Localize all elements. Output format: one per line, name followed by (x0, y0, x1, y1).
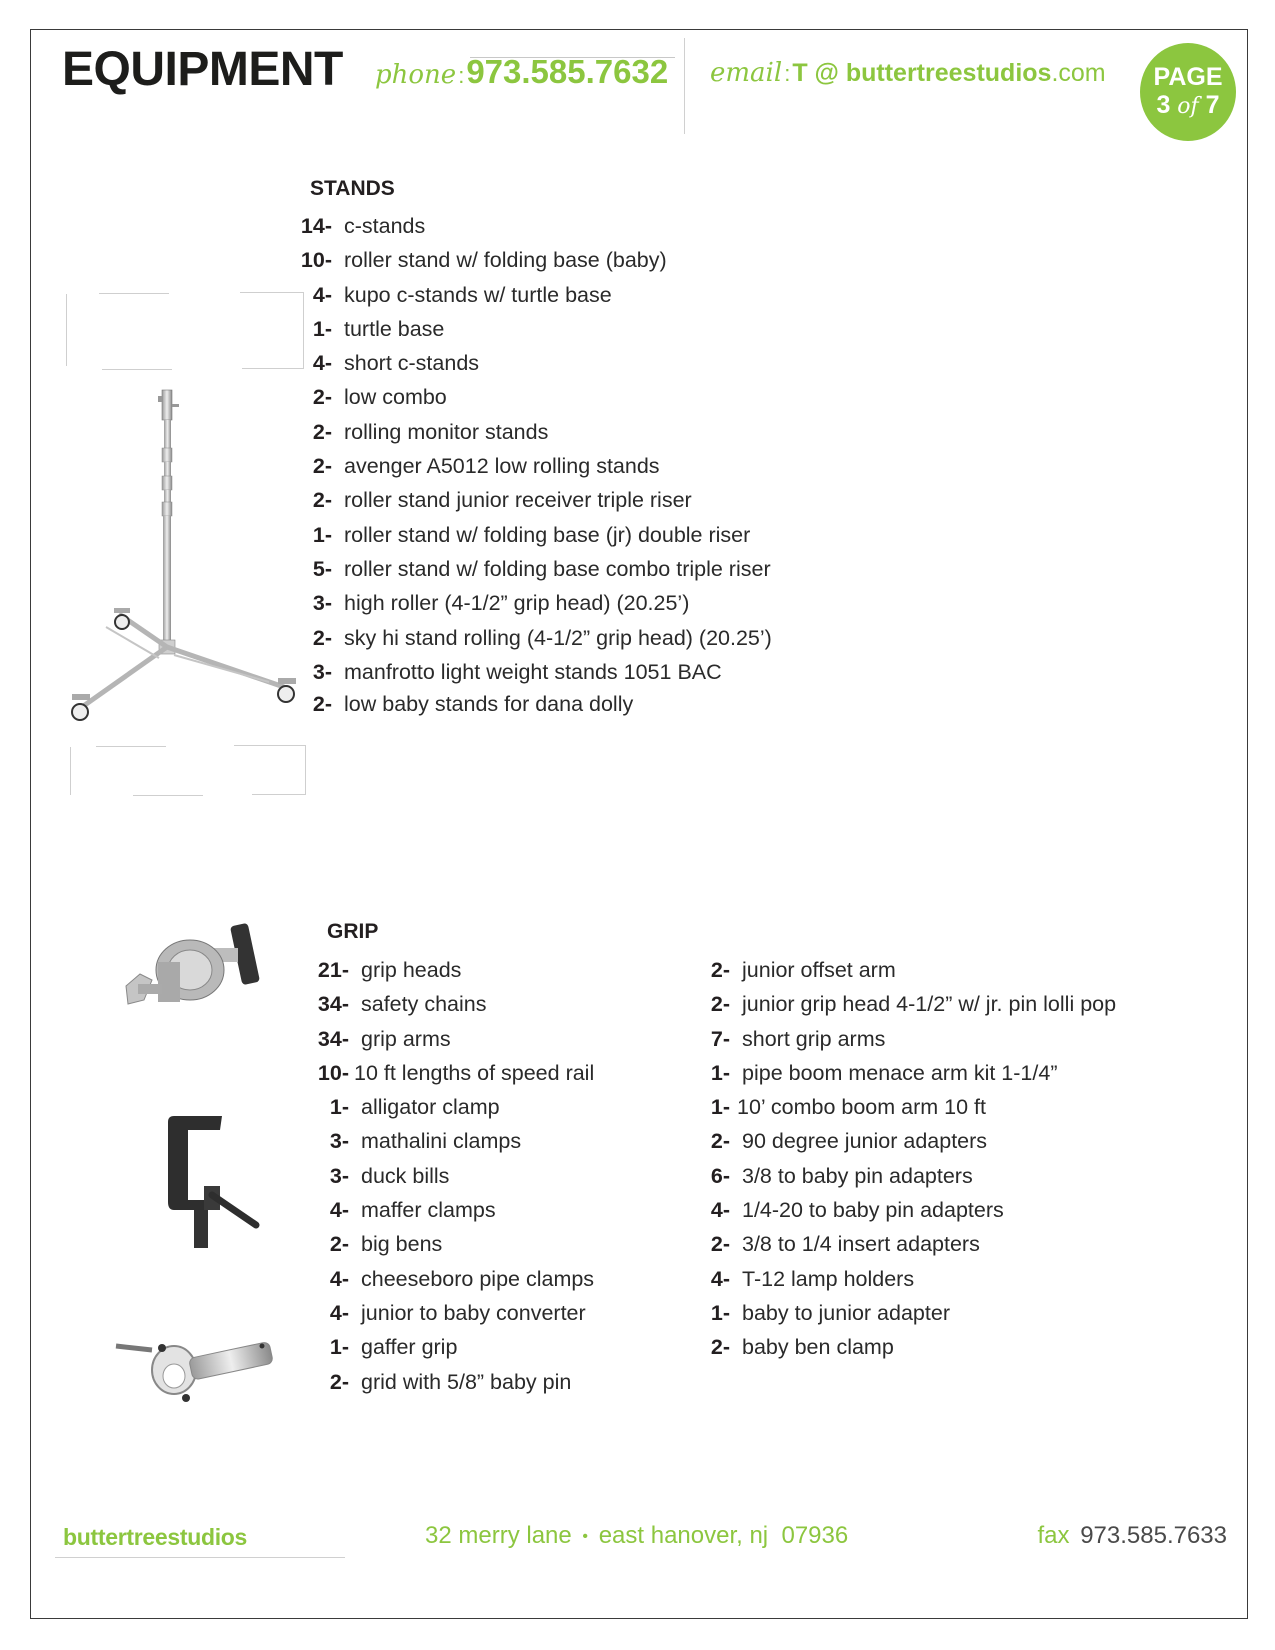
image-frame-line (102, 369, 172, 370)
pipe-clamp-icon (112, 1318, 282, 1418)
grip-list-column-1 (315, 953, 594, 1399)
page-title: EQUIPMENT (62, 43, 343, 96)
page-number-badge (1140, 43, 1236, 141)
list-item (710, 1022, 1116, 1056)
list-item (298, 586, 772, 620)
stands-list (298, 209, 772, 719)
item-name: pipe boom menace arm kit 1-1/4” (742, 1060, 1058, 1085)
item-name: kupo c-stands w/ turtle base (344, 282, 612, 307)
item-qty: 2- (312, 385, 332, 410)
item-name: safety chains (361, 992, 487, 1017)
item-name: roller stand w/ folding base (jr) double riser (344, 522, 751, 547)
address-bullet: • (582, 1527, 589, 1545)
list-item (710, 953, 1116, 987)
list-item (315, 1022, 594, 1056)
image-frame-line (99, 293, 169, 294)
phone-number[interactable]: 973.585.7632 (466, 53, 669, 90)
item-qty: 2- (329, 1369, 349, 1394)
footer-fax (1038, 1522, 1228, 1550)
item-name: duck bills (361, 1163, 450, 1188)
email-domain: buttertreestudios (845, 59, 1052, 87)
item-qty: 34- (317, 992, 349, 1017)
item-qty: 14- (300, 214, 332, 238)
list-item (315, 1090, 594, 1124)
item-name: turtle base (344, 316, 445, 341)
item-qty: 2- (329, 1232, 349, 1257)
image-frame-line (305, 745, 306, 795)
list-item (315, 1262, 594, 1296)
item-name: sky hi stand rolling (4-1/2” grip head) (20.25’) (344, 625, 772, 650)
list-item (298, 655, 772, 689)
grip-list-column-2 (710, 953, 1116, 1365)
phone-separator: : (458, 63, 465, 88)
list-item (315, 1193, 594, 1227)
item-qty: 1- (312, 316, 332, 341)
item-name: 90 degree junior adapters (742, 1129, 988, 1154)
list-item (298, 518, 772, 552)
item-qty: 3- (329, 1163, 349, 1188)
page-badge-count (1140, 91, 1236, 121)
item-name: 10’ combo boom arm 10 ft (737, 1095, 986, 1120)
page-current: 3 (1156, 91, 1171, 119)
stands-heading: STANDS (310, 177, 395, 200)
image-frame-line (66, 294, 67, 366)
item-qty: 3- (329, 1129, 349, 1154)
item-qty: 4- (312, 351, 332, 376)
list-item (315, 1227, 594, 1261)
item-name: c-stands (344, 214, 426, 238)
item-qty: 1- (329, 1095, 349, 1120)
image-frame-line (234, 745, 305, 746)
item-name: roller stand w/ folding base (baby) (344, 248, 667, 273)
item-qty: 2- (312, 454, 332, 479)
item-qty: 2- (312, 625, 332, 650)
item-qty: 4- (329, 1266, 349, 1291)
email-contact (710, 55, 1106, 91)
item-name: baby to junior adapter (742, 1300, 950, 1325)
list-item (710, 1227, 1116, 1261)
list-item (298, 415, 772, 449)
item-qty: 2- (710, 1335, 730, 1360)
list-item (298, 278, 772, 312)
item-qty: 1- (329, 1335, 349, 1360)
list-item (710, 1262, 1116, 1296)
image-frame-line (70, 747, 71, 795)
address-street: 32 merry lane (425, 1522, 572, 1549)
item-qty: 1- (710, 1060, 730, 1085)
item-qty: 4- (312, 282, 332, 307)
grip-head-icon (118, 920, 268, 1030)
item-qty: 2- (312, 488, 332, 513)
list-item (315, 953, 594, 987)
phone-label: phone (375, 60, 457, 90)
address-city: east hanover, nj 07936 (598, 1522, 849, 1549)
item-name: cheeseboro pipe clamps (361, 1266, 595, 1291)
item-qty: 10- (300, 248, 332, 273)
item-qty: 34- (317, 1026, 349, 1051)
c-clamp-icon (160, 1110, 270, 1250)
list-item (298, 346, 772, 380)
item-name: big bens (361, 1232, 443, 1257)
item-qty: 2- (710, 1232, 730, 1257)
list-item (710, 1159, 1116, 1193)
email-separator: : (784, 61, 791, 86)
item-qty: 3- (312, 591, 332, 616)
item-name: manfrotto light weight stands 1051 BAC (344, 659, 722, 684)
list-item (315, 1365, 594, 1399)
item-name: avenger A5012 low rolling stands (344, 454, 660, 479)
list-item (710, 1330, 1116, 1364)
list-item (315, 987, 594, 1021)
item-name: grip heads (361, 958, 462, 982)
image-frame-line (133, 795, 203, 796)
item-name: maffer clamps (361, 1198, 496, 1223)
list-item (315, 1124, 594, 1158)
item-qty: 4- (710, 1198, 730, 1223)
item-name: gaffer grip (361, 1335, 458, 1360)
fax-number[interactable]: 973.585.7633 (1080, 1522, 1227, 1549)
footer-brand-rule (55, 1557, 345, 1558)
item-qty: 6- (710, 1163, 730, 1188)
grip-heading: GRIP (327, 920, 379, 943)
item-qty: 2- (710, 958, 730, 982)
list-item (710, 1296, 1116, 1330)
item-name: short c-stands (344, 351, 480, 376)
item-qty: 21- (317, 958, 349, 982)
list-item (298, 483, 772, 517)
list-item (298, 209, 772, 243)
list-item (298, 380, 772, 414)
item-name: mathalini clamps (361, 1129, 522, 1154)
page-total: 7 (1205, 91, 1220, 119)
list-item (298, 552, 772, 586)
item-name: low combo (344, 385, 447, 410)
item-qty: 1- (710, 1300, 730, 1325)
list-item (710, 1124, 1116, 1158)
list-item (710, 987, 1116, 1021)
item-name: grip arms (361, 1026, 451, 1051)
item-name: short grip arms (742, 1026, 886, 1051)
list-item (710, 1090, 1116, 1124)
item-qty: 4- (329, 1300, 349, 1325)
email-user: T @ (792, 59, 846, 87)
item-name: grid with 5/8” baby pin (361, 1369, 572, 1394)
list-item (315, 1056, 594, 1090)
email-address[interactable] (792, 59, 1105, 87)
item-name: low baby stands for dana dolly (344, 692, 634, 717)
item-qty: 2- (710, 992, 730, 1017)
item-name: high roller (4-1/2” grip head) (20.25’) (344, 591, 690, 616)
item-name: 1/4-20 to baby pin adapters (742, 1198, 1004, 1223)
phone-contact (375, 52, 668, 92)
list-item (315, 1330, 594, 1364)
item-qty: 10- (317, 1060, 349, 1085)
list-item (315, 1159, 594, 1193)
image-frame-line (240, 292, 303, 293)
item-name: roller stand junior receiver triple riser (344, 488, 692, 513)
item-name: 3/8 to baby pin adapters (742, 1163, 973, 1188)
image-frame-line (96, 746, 166, 747)
list-item (315, 1296, 594, 1330)
list-item (710, 1056, 1116, 1090)
item-name: alligator clamp (361, 1095, 500, 1120)
item-qty: 2- (312, 692, 332, 717)
image-frame-line (252, 794, 306, 795)
rolling-light-stand-icon (64, 382, 314, 722)
item-qty: 4- (329, 1198, 349, 1223)
item-qty: 1- (312, 522, 332, 547)
item-name: T-12 lamp holders (742, 1266, 915, 1291)
item-name: baby ben clamp (742, 1335, 894, 1360)
list-item (298, 621, 772, 655)
item-qty: 2- (710, 1129, 730, 1154)
list-item (298, 312, 772, 346)
item-name: 3/8 to 1/4 insert adapters (742, 1232, 980, 1257)
fax-label: fax (1037, 1522, 1070, 1549)
item-qty: 3- (312, 659, 332, 684)
image-frame-line (242, 368, 304, 369)
item-qty: 1- (710, 1095, 730, 1120)
item-qty: 4- (710, 1266, 730, 1291)
item-name: rolling monitor stands (344, 419, 549, 444)
footer-address (425, 1522, 848, 1550)
list-item (298, 689, 772, 719)
list-item (298, 449, 772, 483)
email-tld: .com (1051, 59, 1106, 87)
list-item (298, 243, 772, 277)
page-of: of (1177, 94, 1199, 119)
email-label: email (710, 58, 783, 88)
header-divider (684, 38, 685, 134)
footer-brand: buttertreestudios (63, 1524, 248, 1550)
item-name: junior grip head 4-1/2” w/ jr. pin lolli pop (742, 992, 1117, 1017)
item-qty: 7- (710, 1026, 730, 1051)
page-badge-word: PAGE (1153, 63, 1223, 91)
item-name: junior to baby converter (361, 1300, 586, 1325)
item-name: junior offset arm (742, 958, 896, 982)
list-item (710, 1193, 1116, 1227)
item-name: roller stand w/ folding base combo triple riser (344, 556, 771, 581)
item-qty: 2- (312, 419, 332, 444)
item-qty: 5- (312, 556, 332, 581)
item-name: 10 ft lengths of speed rail (354, 1060, 595, 1085)
